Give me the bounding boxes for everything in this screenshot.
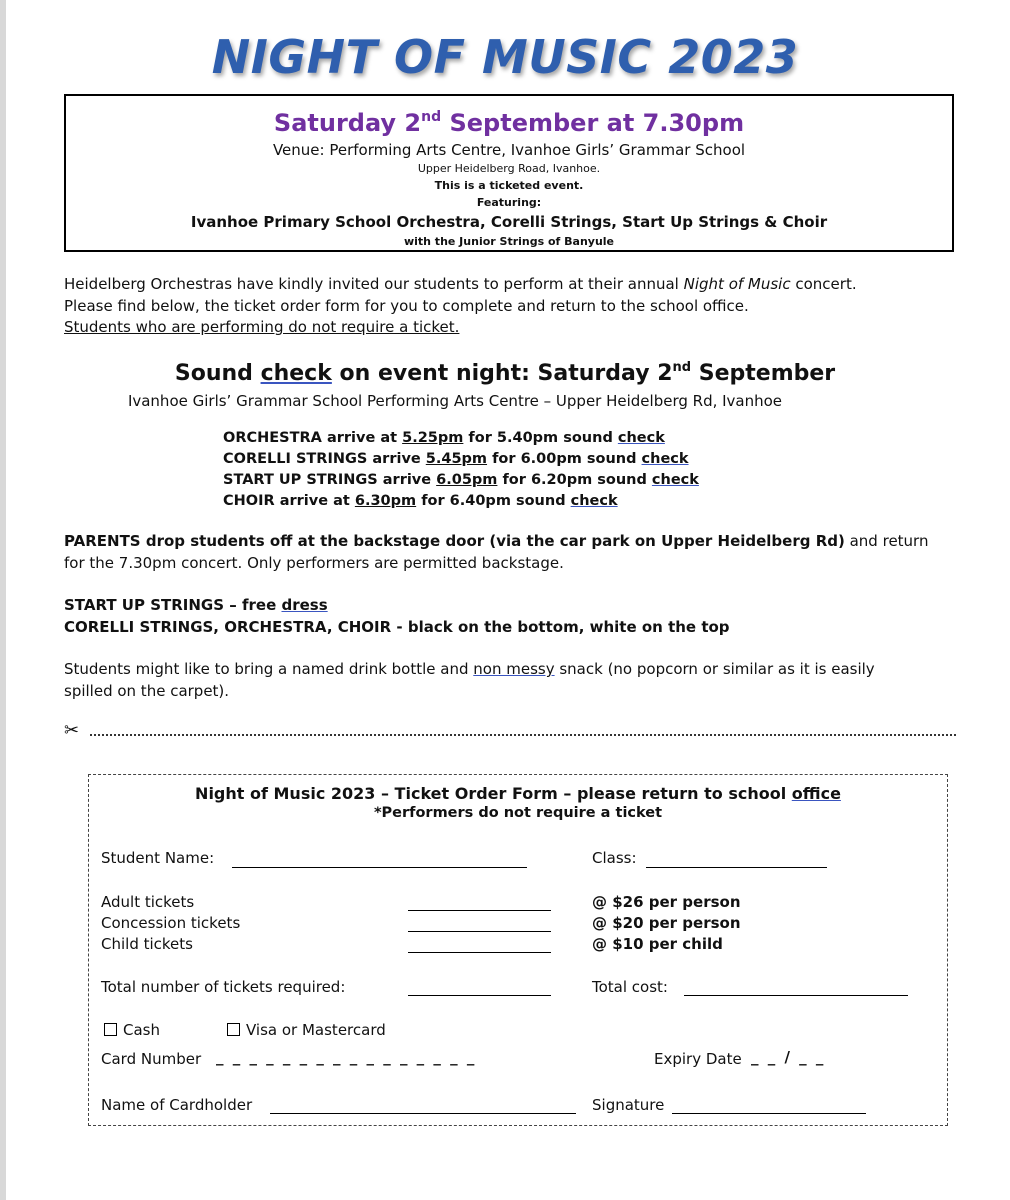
arrival-choir: CHOIR arrive at 6.30pm for 6.40pm sound check bbox=[223, 493, 618, 509]
card-number-field[interactable]: _ _ _ _ _ _ _ _ _ _ _ _ _ _ _ _ bbox=[216, 1048, 477, 1066]
adult-tickets-label: Adult tickets bbox=[101, 893, 195, 911]
event-address: Upper Heidelberg Road, Ivanhoe. bbox=[417, 162, 601, 175]
student-name-label: Student Name: bbox=[101, 849, 215, 867]
scissors-icon: ✂ bbox=[64, 720, 80, 741]
soundcheck-location: Ivanhoe Girls’ Grammar School Performing Arts Centre – Upper Heidelberg Rd, Ivanhoe bbox=[127, 392, 783, 410]
intro-paragraph bbox=[64, 274, 964, 339]
class-label: Class: bbox=[592, 849, 637, 867]
snack-line-2: spilled on the carpet). bbox=[64, 681, 230, 700]
cut-line bbox=[64, 722, 956, 742]
form-subheading: *Performers do not require a ticket bbox=[373, 805, 663, 821]
page-title: NIGHT OF MUSIC 2023 bbox=[211, 30, 799, 84]
event-venue: Venue: Performing Arts Centre, Ivanhoe Girls’ Grammar School bbox=[272, 141, 746, 159]
dress-line-1: START UP STRINGS – free dress bbox=[64, 596, 328, 614]
snack-paragraph bbox=[64, 659, 964, 702]
parents-line-1: PARENTS drop students off at the backstage door (via the car park on Upper Heidelberg Rd) and return bbox=[64, 532, 929, 550]
cardholder-field[interactable] bbox=[270, 1113, 576, 1114]
intro-line-1: Heidelberg Orchestras have kindly invited our students to perform at their annual Night of Music concert. bbox=[64, 275, 857, 293]
student-name-field[interactable] bbox=[232, 867, 527, 868]
event-date: Saturday 2nd September at 7.30pm bbox=[273, 109, 745, 137]
class-field[interactable] bbox=[646, 867, 827, 868]
card-number-label: Card Number bbox=[101, 1050, 202, 1068]
arrival-orchestra: ORCHESTRA arrive at 5.25pm for 5.40pm sound check bbox=[223, 430, 665, 446]
arrival-startup: START UP STRINGS arrive 6.05pm for 6.20pm sound check bbox=[223, 472, 699, 488]
cardholder-label: Name of Cardholder bbox=[101, 1096, 253, 1114]
expiry-date-label: Expiry Date bbox=[654, 1050, 742, 1068]
card-checkbox[interactable] bbox=[227, 1023, 240, 1036]
total-tickets-label: Total number of tickets required: bbox=[101, 978, 346, 996]
form-heading: Night of Music 2023 – Ticket Order Form – please return to school office bbox=[195, 784, 841, 803]
soundcheck-heading: Sound check on event night: Saturday 2nd September bbox=[174, 360, 836, 386]
dotted-divider bbox=[90, 734, 956, 736]
event-groups: Ivanhoe Primary School Orchestra, Corelli Strings, Start Up Strings & Choir bbox=[190, 213, 828, 231]
card-option[interactable]: Visa or Mastercard bbox=[227, 1021, 386, 1039]
total-cost-label: Total cost: bbox=[592, 978, 668, 996]
child-tickets-label: Child tickets bbox=[101, 935, 193, 953]
child-tickets-field[interactable] bbox=[408, 952, 551, 953]
expiry-date-field[interactable]: _ _ / _ _ bbox=[751, 1048, 826, 1066]
parents-line-2: for the 7.30pm concert. Only performers are permitted backstage. bbox=[64, 553, 564, 572]
event-ticketed-note: This is a ticketed event. bbox=[434, 179, 584, 192]
child-price: @ $10 per child bbox=[592, 935, 723, 953]
event-info-box bbox=[64, 94, 954, 252]
adult-price: @ $26 per person bbox=[592, 893, 741, 911]
arrival-corelli: CORELLI STRINGS arrive 5.45pm for 6.00pm sound check bbox=[223, 451, 689, 467]
dress-paragraph bbox=[64, 595, 964, 638]
intro-line-3: Students who are performing do not require a ticket. bbox=[64, 318, 460, 336]
cash-option[interactable]: Cash bbox=[104, 1021, 160, 1039]
signature-field[interactable] bbox=[672, 1113, 866, 1114]
parents-paragraph bbox=[64, 531, 964, 574]
adult-tickets-field[interactable] bbox=[408, 910, 551, 911]
signature-label: Signature bbox=[592, 1096, 665, 1114]
ticket-order-form bbox=[88, 774, 948, 1126]
event-featuring-label: Featuring: bbox=[476, 196, 542, 209]
snack-line-1: Students might like to bring a named drink bottle and non messy snack (no popcorn or similar as it is easily bbox=[64, 660, 875, 678]
concession-tickets-label: Concession tickets bbox=[101, 914, 241, 932]
intro-line-2: Please find below, the ticket order form for you to complete and return to the school office. bbox=[64, 296, 749, 315]
total-cost-field[interactable] bbox=[684, 995, 908, 996]
concession-price: @ $20 per person bbox=[592, 914, 741, 932]
total-tickets-field[interactable] bbox=[408, 995, 551, 996]
cash-checkbox[interactable] bbox=[104, 1023, 117, 1036]
dress-line-2: CORELLI STRINGS, ORCHESTRA, CHOIR - black on the bottom, white on the top bbox=[64, 617, 730, 636]
concession-tickets-field[interactable] bbox=[408, 931, 551, 932]
arrival-times bbox=[223, 428, 823, 512]
event-junior-strings: with the Junior Strings of Banyule bbox=[403, 235, 615, 248]
